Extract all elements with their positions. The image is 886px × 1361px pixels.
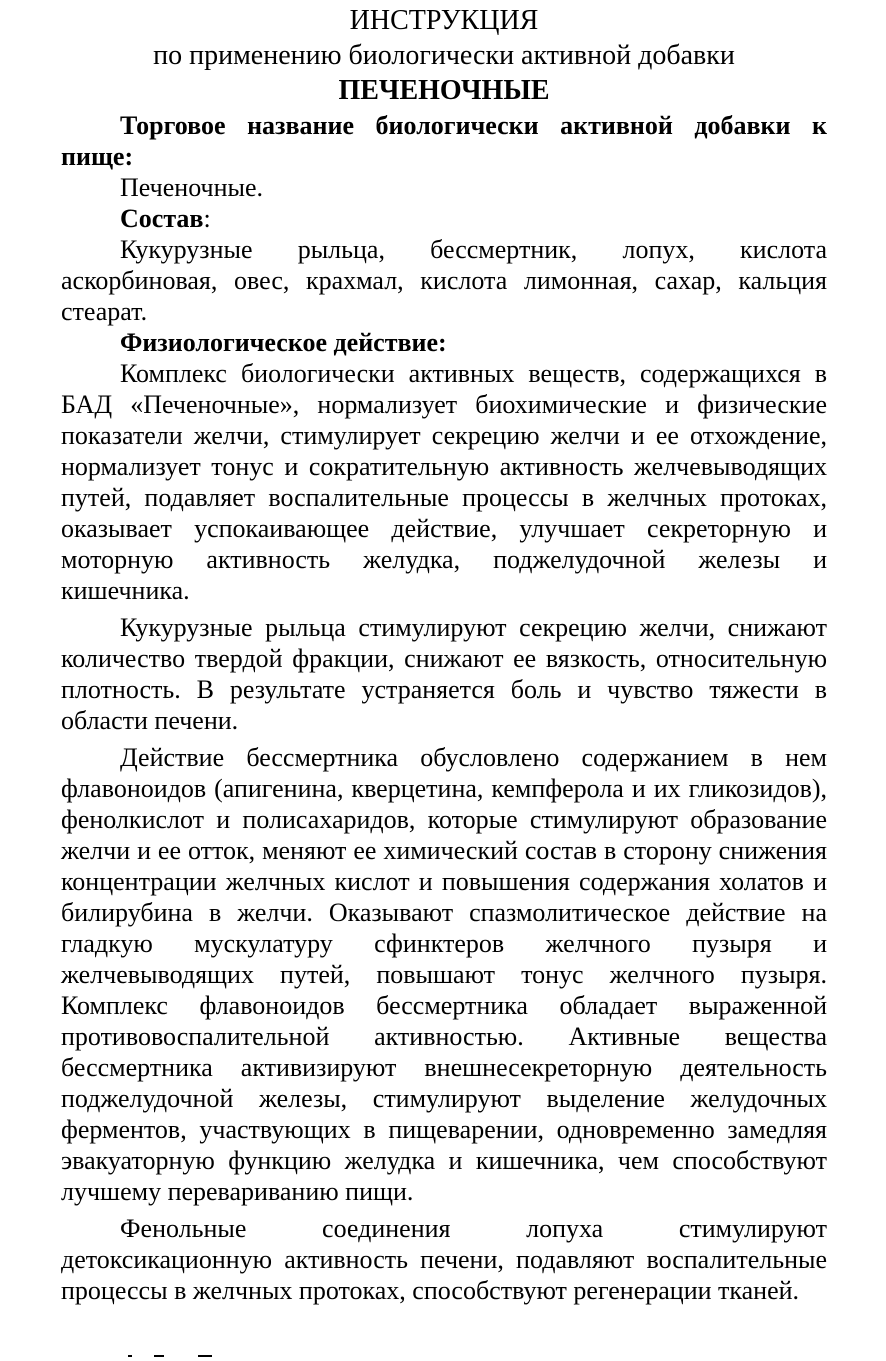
cut-off-text-marks <box>128 1355 218 1359</box>
composition-colon: : <box>203 204 211 233</box>
paragraph-corn-silk: Кукурузные рыльца стимулируют секрецию желчи, снижают количество твердой фракции, снижают ее вязкость, относительную плотность. В результате устраняется боль и чувство тяжести в области печени. <box>61 613 827 735</box>
paragraph-burdock: Фенольные соединения лопуха стимулируют детоксикационную активность печени, подавляют воспалительные процессы в желчных протоках, способствуют регенерации тканей. <box>61 1214 827 1305</box>
composition-heading: Состав <box>120 204 204 233</box>
composition-heading-line <box>61 203 827 234</box>
paragraph-immortelle: Действие бессмертника обусловлено содержанием в нем флавоноидов (апигенина, кверцетина, кемпферола и их гликозидов), фенолкислот и полисахаридов, которые стимулируют образование желчи и ее отток, меняют ее химический состав в сторону снижения концентрации желчных кислот и повышения содержания холатов и билирубина в желчи. Оказывают спазмолитическое действие на гладкую мускулатуру сфинктеров желчного пузыря и желчевыводящих путей, повышают тонус желчного пузыря. Комплекс флавоноидов бессмертника обладает выраженной противовоспалительной активностью. Активные вещества бессмертника активизируют внешнесекреторную деятельность поджелудочной железы, стимулируют выделение желудочных ферментов, участвующих в пищеварении, одновременно замедляя эвакуаторную функцию желудка и кишечника, чем способствуют лучшему перевариванию пищи. <box>61 743 827 1206</box>
trade-name-value: Печеночные. <box>120 173 264 202</box>
doc-subtitle: по применению биологически активной добавки <box>153 40 735 71</box>
composition-value: Кукурузные рыльца, бессмертник, лопух, кислота аскорбиновая, овес, крахмал, кислота лимонная, сахар, кальция стеарат. <box>61 235 827 326</box>
document-page <box>61 4 827 1306</box>
doc-title: ИНСТРУКЦИЯ <box>349 5 539 36</box>
trade-name-heading: Торговое название биологически активной добавки к пище: <box>61 111 827 171</box>
product-name: ПЕЧЕНОЧНЫЕ <box>338 75 550 106</box>
physiology-heading: Физиологическое действие: <box>120 328 447 357</box>
paragraph-complex: Комплекс биологически активных веществ, содержащихся в БАД «Печеночные», нормализует биохимические и физические показатели желчи, стимулирует секрецию желчи и ее отхождение, нормализует тонус и сократительную активность желчевыводящих путей, подавляет воспалительные процессы в желчных протоках, оказывает успокаивающее действие, улучшает секреторную и моторную активность желудка, поджелудочной железы и кишечника. <box>61 359 827 605</box>
